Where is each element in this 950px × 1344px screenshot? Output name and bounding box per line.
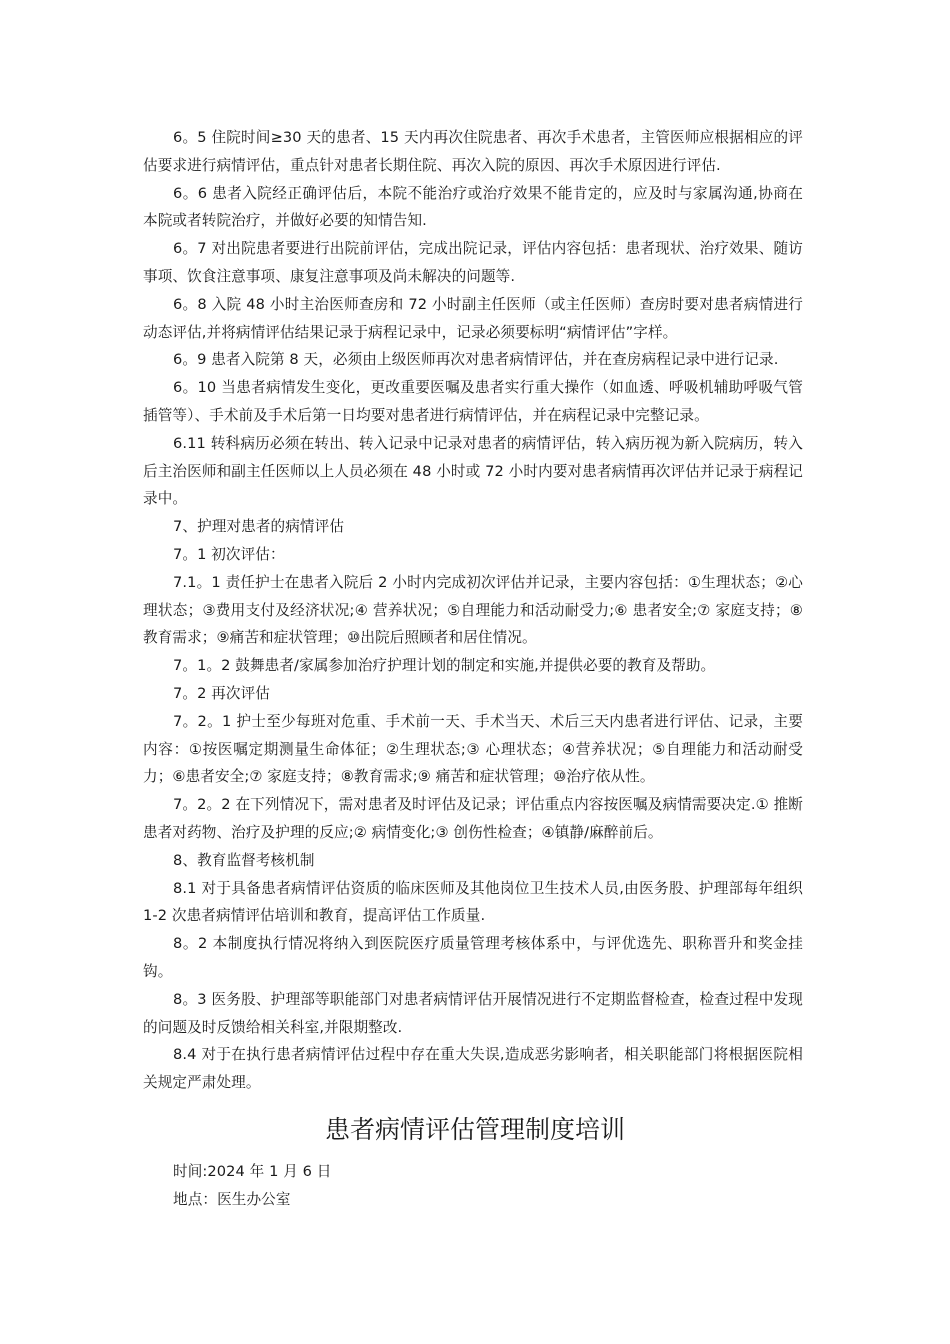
paragraph-8-4: 8.4 对于在执行患者病情评估过程中存在重大失误,造成恶劣影响者，相关职能部门将根据医院相关规定严肃处理。 xyxy=(143,1046,803,1092)
paragraph-7-2-2: 7。2。2 在下列情况下，需对患者及时评估及记录；评估重点内容按医嘱及病情需要决定.① 推断患者对药物、治疗及护理的反应;② 病情变化;③ 创伤性检查；④镇静/麻醉前后。 xyxy=(143,796,803,841)
paragraph-6-8: 6。8 入院 48 小时主治医师查房和 72 小时副主任医师（或主任医师）查房时要对患者病情进行动态评估,并将病情评估结果记录于病程记录中，记录必须要标明“病情评估”字样。 xyxy=(143,295,803,341)
paragraph-6-7: 6。7 对出院患者要进行出院前评估，完成出院记录，评估内容包括：患者现状、治疗效果、随访事项、饮食注意事项、康复注意事项及尚未解决的问题等. xyxy=(143,240,803,285)
heading-7: 7、护理对患者的病情评估 xyxy=(173,518,345,536)
heading-8: 8、教育监督考核机制 xyxy=(173,851,315,869)
document-body xyxy=(143,124,803,1097)
training-time: 时间:2024 年 1 月 6 日 xyxy=(173,1163,332,1180)
paragraph-8-1: 8.1 对于具备患者病情评估资质的临床医师及其他岗位卫生技术人员,由医务股、护理部每年组织 1-2 次患者病情评估培训和教育，提高评估工作质量. xyxy=(143,879,803,925)
heading-7-2: 7。2 再次评估 xyxy=(173,684,270,702)
heading-7-1: 7。1 初次评估： xyxy=(173,545,285,563)
paragraph-6-6: 6。6 患者入院经正确评估后，本院不能治疗或治疗效果不能肯定的，应及时与家属沟通,协商在本院或者转院治疗，并做好必要的知情告知. xyxy=(143,184,803,230)
paragraph-7-2-1: 7。2。1 护士至少每班对危重、手术前一天、手术当天、术后三天内患者进行评估、记录，主要内容：①按医嘱定期测量生命体征；②生理状态;③ 心理状态；④营养状况；⑤自理能力和活动耐受力；⑥患者安全;⑦ 家庭支持；⑧教育需求;⑨ 痛苦和症状管理；⑩治疗依从性。 xyxy=(143,712,803,786)
paragraph-7-1-1: 7.1。1 责任护士在患者入院后 2 小时内完成初次评估并记录，主要内容包括：①生理状态；②心理状态；③费用支付及经济状况;④ 营养状况；⑤自理能力和活动耐受力;⑥ 患者安全;⑦ 家庭支持；⑧教育需求；⑨痛苦和症状管理；⑩出院后照顾者和居住情况。 xyxy=(143,573,803,647)
training-meta xyxy=(143,1158,803,1214)
section-title: 患者病情评估管理制度培训 xyxy=(324,1115,625,1144)
paragraph-8-2: 8。2 本制度执行情况将纳入到医院医疗质量管理考核体系中，与评优选先、职称晋升和奖金挂钩。 xyxy=(143,935,803,980)
paragraph-6-9: 6。9 患者入院第 8 天，必须由上级医师再次对患者病情评估，并在查房病程记录中进行记录. xyxy=(173,351,779,369)
paragraph-6-11: 6.11 转科病历必须在转出、转入记录中记录对患者的病情评估，转入病历视为新入院病历，转入后主治医师和副主任医师以上人员必须在 48 小时或 72 小时内要对患者病情再次评估并记录于病程记录中。 xyxy=(143,434,803,508)
paragraph-6-5: 6。5 住院时间≥30 天的患者、15 天内再次住院患者、再次手术患者，主管医师应根据相应的评估要求进行病情评估，重点针对患者长期住院、再次入院的原因、再次手术原因进行评估. xyxy=(143,129,803,174)
training-location: 地点：医生办公室 xyxy=(173,1190,291,1208)
paragraph-6-10: 6。10 当患者病情发生变化，更改重要医嘱及患者实行重大操作（如血透、呼吸机辅助呼吸气管插管等）、手术前及手术后第一日均要对患者进行病情评估，并在病程记录中完整记录。 xyxy=(143,379,803,424)
paragraph-8-3: 8。3 医务股、护理部等职能部门对患者病情评估开展情况进行不定期监督检查，检查过程中发现的问题及时反馈给相关科室,并限期整改. xyxy=(143,990,803,1036)
paragraph-7-1-2: 7。1。2 鼓舞患者/家属参加治疗护理计划的制定和实施,并提供必要的教育及帮助。 xyxy=(173,657,716,675)
